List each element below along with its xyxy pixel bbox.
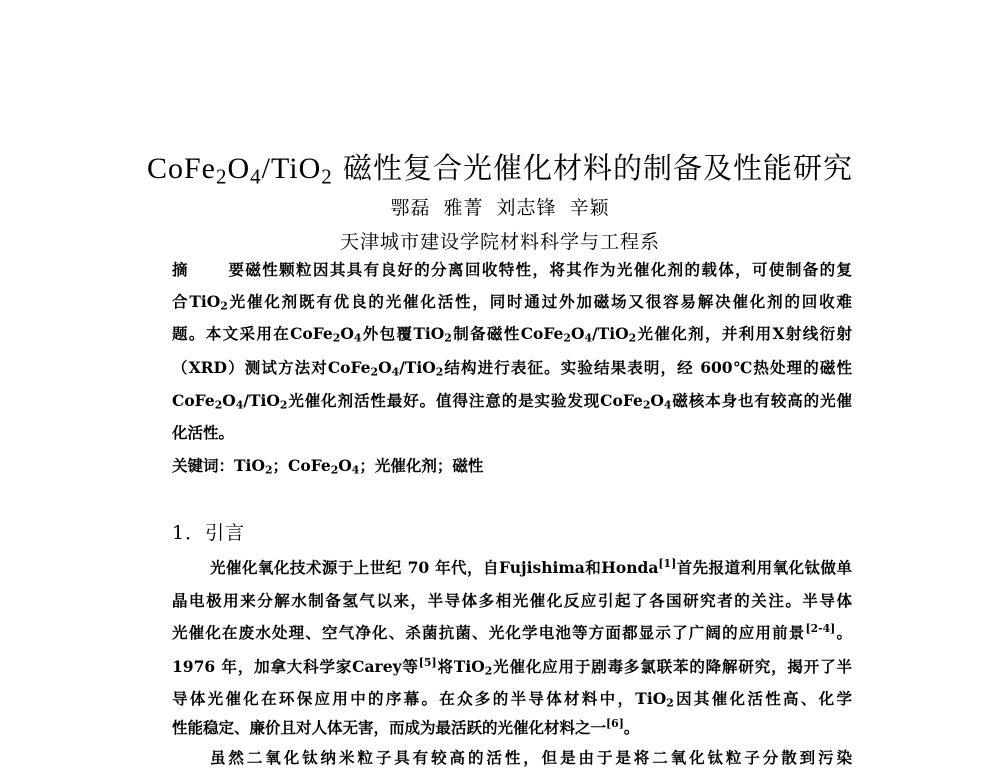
subscript: 2 (628, 331, 637, 345)
title-subscript: 2 (216, 164, 228, 189)
abstract-text: 光催化剂既有优良的光催化活性，同时通过外加磁场又很容易解决催化剂的回收难 (227, 292, 852, 311)
abstract-text: 光催化剂，并利用X射线衍射 (636, 324, 852, 343)
abstract-text: 磁核本身也有较高的光催 (671, 391, 852, 410)
keyword: 光催化剂 (374, 456, 437, 475)
subscript: 4 (351, 463, 360, 477)
subscript: 2 (435, 365, 444, 379)
keyword: O (338, 456, 352, 475)
body-text: 性能稳定、廉价且对人体无害，而成为最活跃的光催化材料之一 (172, 718, 607, 737)
abstract-text: 题。本文采用在CoFe (172, 324, 333, 343)
subscript: 2 (264, 463, 273, 477)
abstract-text: 光催化剂活性最好。值得注意的是实验发现CoFe (287, 391, 643, 410)
keyword-separator: ； (272, 456, 289, 475)
abstract-text: /TiO (399, 358, 436, 377)
abstract-text: O (222, 391, 236, 410)
paper-authors: 鄂磊 雅菁 刘志锋 辛颖 (390, 197, 610, 219)
abstract-line-6: 化活性。 (172, 423, 235, 442)
keyword: TiO (234, 456, 265, 475)
abstract-line-5 (172, 389, 852, 413)
intro-line-4 (172, 655, 852, 679)
abstract-text: /TiO (592, 324, 629, 343)
body-text: 光催化在废水处理、空气净化、杀菌抗菌、光化学电池等方面都显示了广阔的应用前景 (172, 623, 806, 642)
citation-ref: [6] (606, 717, 624, 731)
abstract-text: O (340, 324, 354, 343)
keywords (172, 454, 852, 478)
subscript: 2 (666, 696, 674, 710)
keyword-separator: ； (359, 456, 375, 475)
citation-ref: [1] (658, 557, 677, 571)
abstract-line-4 (172, 356, 852, 380)
subscript: 4 (584, 331, 592, 345)
title-part: O (227, 152, 251, 185)
abstract-text: /TiO (243, 391, 280, 410)
keyword: 磁性 (452, 456, 484, 475)
subscript: 2 (563, 331, 571, 345)
abstract-text: （XRD）测试方法对CoFe (172, 358, 371, 377)
title-subscript: 2 (321, 164, 333, 189)
abstract-text: O (378, 358, 392, 377)
subscript: 4 (391, 365, 400, 379)
body-text: 将TiO (436, 657, 485, 676)
keyword-separator: ； (436, 456, 453, 475)
subscript: 2 (220, 299, 228, 313)
subscript: 2 (332, 331, 341, 345)
subscript: 2 (444, 331, 452, 345)
abstract-text: 磁性颗粒因其具有良好的分离回收特性，将其作为光催化剂的载体，可使制备的复 (244, 260, 852, 279)
abstract-label: 摘要 (172, 260, 244, 279)
title-subscript: 4 (250, 164, 262, 189)
subscript: 2 (642, 398, 651, 412)
intro-para2-line-1: 虽然二氧化钛纳米粒子具有较高的活性，但是由于是将二氧化钛粒子分散到污染 (210, 748, 852, 767)
body-text: 光催化氧化技术源于上世纪 70 年代，自Fujishima和Honda (210, 558, 659, 577)
title-part: CoFe (146, 152, 216, 185)
body-text: 。 (835, 623, 852, 642)
abstract-text: CoFe (172, 391, 215, 410)
title-formula (146, 152, 333, 189)
abstract-text: 合TiO (172, 292, 221, 311)
body-text: 导体光催化在环保应用中的序幕。在众多的半导体材料中，TiO (172, 689, 667, 708)
body-text: 。 (623, 718, 640, 737)
abstract-line-2 (172, 290, 852, 314)
intro-line-3 (172, 621, 852, 645)
abstract-text: O (650, 391, 664, 410)
body-text: 首先报道利用氧化钛做单 (676, 558, 852, 577)
abstract-text: 外包覆TiO (361, 324, 445, 343)
subscript: 2 (330, 463, 339, 477)
abstract-text: 制备磁性CoFe (451, 324, 564, 343)
body-text: 1976 年，加拿大科学家Carey等 (172, 657, 419, 676)
intro-line-1 (210, 556, 852, 580)
intro-line-5 (172, 687, 852, 711)
keywords-label: 关键词： (172, 456, 235, 475)
intro-line-2: 晶电极用来分解水制备氢气以来，半导体多相光催化反应引起了各国研究者的关注。半导体 (172, 591, 852, 610)
abstract-text: 结构进行表征。实验结果表明，经 600℃热处理的磁性 (443, 358, 852, 377)
subscript: 4 (235, 398, 244, 412)
body-text: 因其催化活性高、化学 (673, 689, 852, 708)
keyword: CoFe (288, 456, 331, 475)
subscript: 2 (279, 398, 288, 412)
title-chinese: 磁性复合光催化材料的制备及性能研究 (332, 151, 854, 185)
subscript: 2 (484, 664, 493, 678)
citation-ref: [5] (418, 656, 437, 670)
body-text: 光催化应用于剧毒多氯联苯的降解研究，揭开了半 (492, 657, 852, 676)
subscript: 2 (214, 398, 223, 412)
abstract-line-3 (172, 322, 852, 346)
subscript: 4 (353, 331, 362, 345)
subscript: 2 (370, 365, 379, 379)
subscript: 4 (663, 398, 672, 412)
intro-line-6 (172, 716, 852, 740)
paper-affiliation: 天津城市建设学院材料科学与工程系 (339, 231, 660, 253)
paper-title (0, 146, 1000, 187)
abstract-text: O (570, 324, 585, 343)
citation-ref: [2-4] (805, 622, 836, 636)
section-heading-introduction: 1．引言 (172, 522, 246, 544)
abstract-line-1 (172, 258, 852, 282)
title-part: /TiO (261, 152, 322, 185)
